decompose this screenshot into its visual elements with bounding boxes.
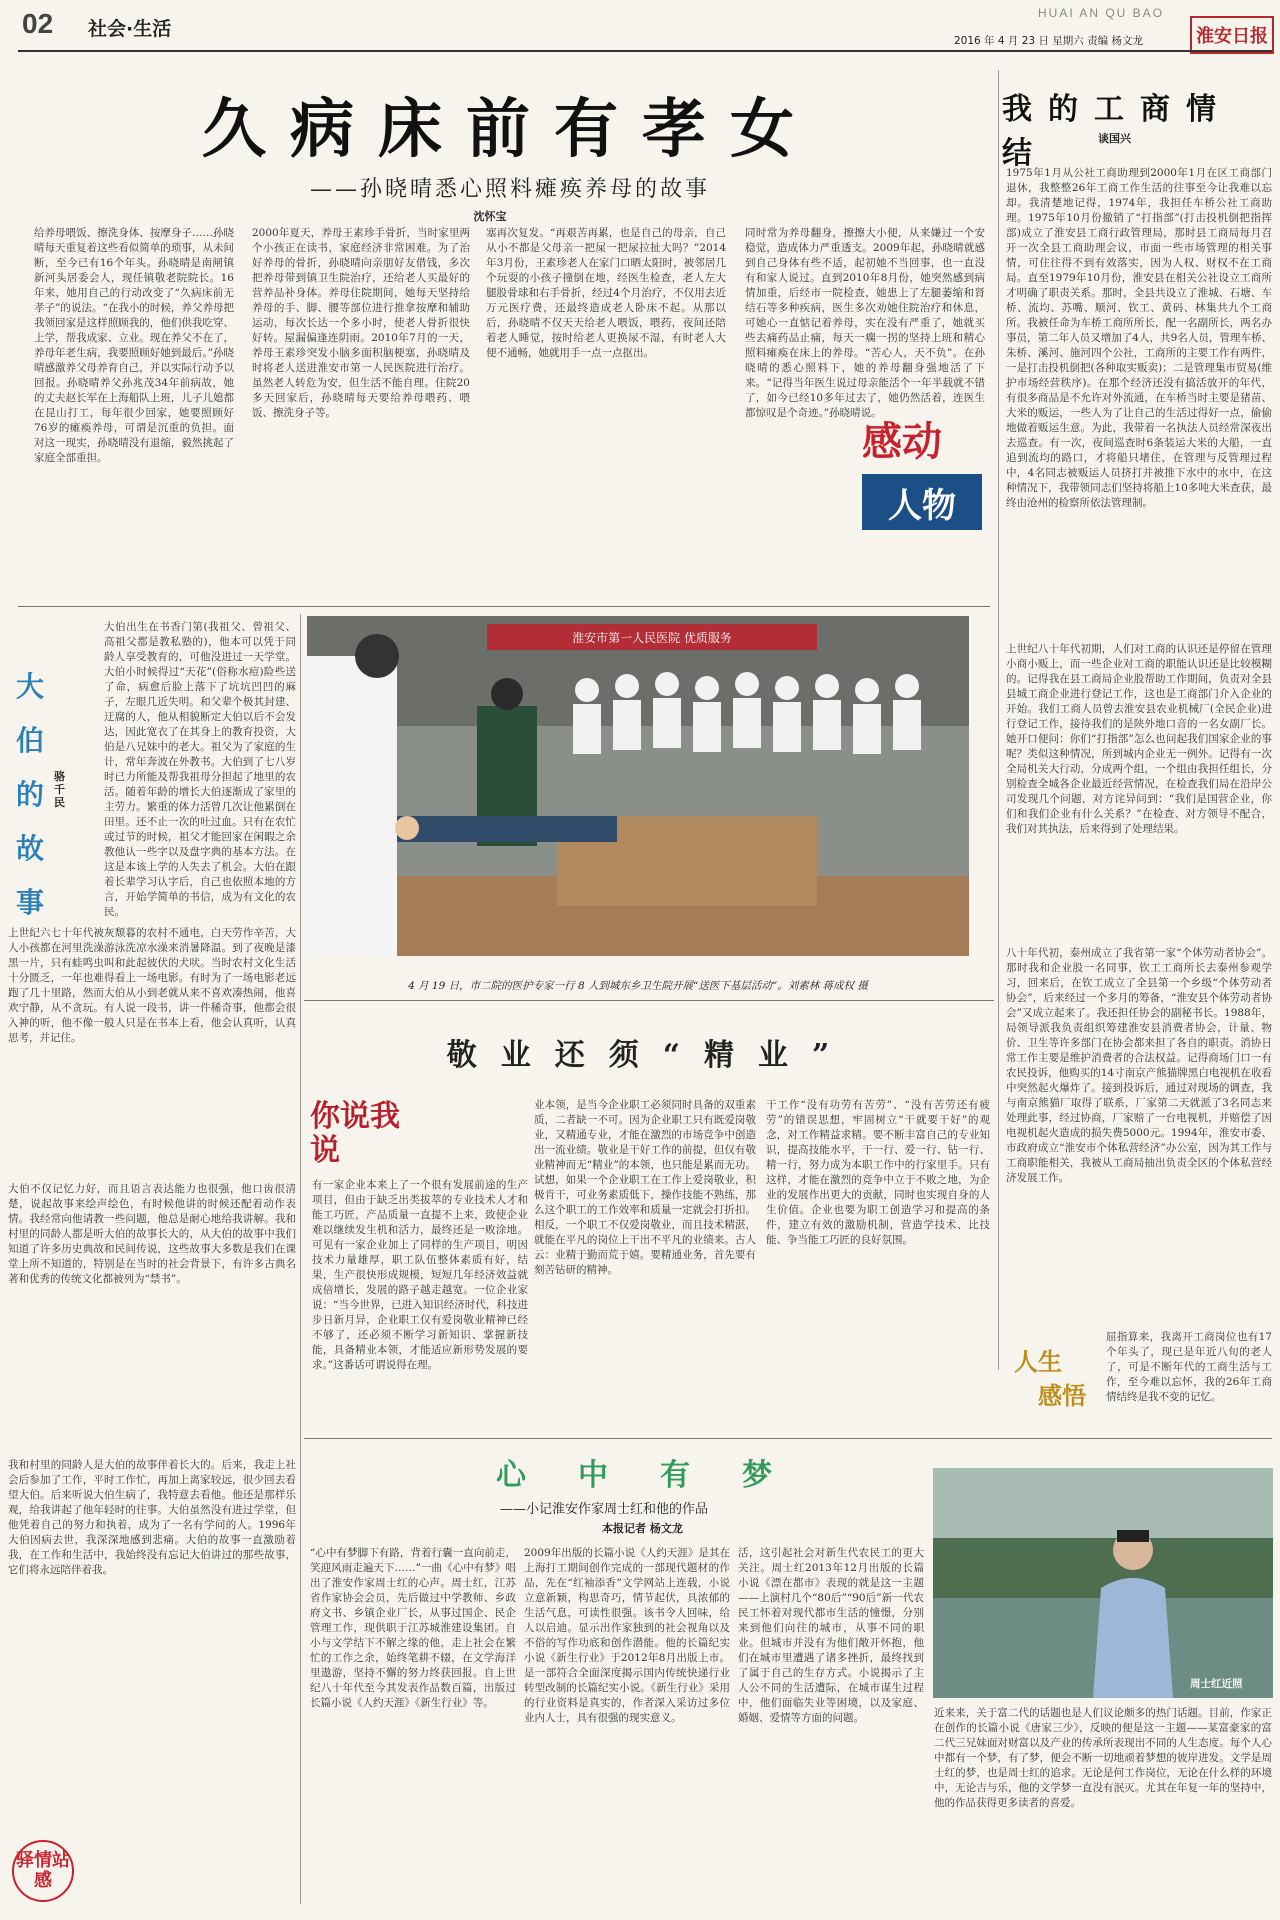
right-body-4: 屈指算来，我离开工商岗位也有17个年头了，现已是年近八旬的老人了，可是不断年代的工商生活与工作，至今难以忘怀，我的26年工商情结终是我不变的记忆。 — [1106, 1331, 1272, 1403]
main-col-2: 2000年夏天，养母王素珍手骨折，当时家里两个小孩正在读书，家庭经济非常困难。为了治好养母的骨折，孙晓晴向亲朋好友借钱，多次把养母带到镇卫生院治疗，还给老人买最好的营养品补身体。养母住院期间，她每天坚持给养母的手、脚、腰等部位进行推拿按摩和辅助运动，每次长达一个多小时，使老人骨折很快好转。屋漏偏逢连阴雨。2010年7月的一天，养母王素珍突发小脑多面积脑梗塞，孙晓晴及时将老人送进淮安市第一人民医院进行治疗。虽然老人转危为安，但生活不能自理。住院20多天回家后，孙晓晴每天要给养母喂药、喂饭、擦洗身子等。 — [252, 227, 470, 419]
dream-col-1: “心中有梦脚下有路，背着行囊一直向前走，笑迎风雨走遍天下……”一曲《心中有梦》唱出了淮安作家周士红的心声。周士红，江苏省作家协会会员，先后做过中学教师、乡政府文书、乡镇企业厂长，从事过国企、民企管理工作，现供职于江苏城淮建设集团。自小与文学结下不解之缘的他，走上社会在繁忙的工作之余，始终笔耕不辍，在文学海洋里遨游，坚持不懈的努力终获回报。自上世纪八十年代至今其发表作品数百篇，出版过长篇小说《人约天涯》《新生行业》等。 — [310, 1547, 516, 1709]
main-col-3: 塞再次复发。“再艰苦再累，也是自己的母亲，自己从小不都是父母亲一把屎一把尿拉扯大吗？”2014年3月份，王素珍老人在家门口晒太阳时，被邻居几个玩耍的小孩子撞倒在地，经医生检查，老人左大腿股骨球和右手骨折，经过4个月治疗，不仅用去近万元医疗费，还最终造成老人卧床不起。从那以后，孙晓晴不仅天天给老人喂饭，喂药，夜间还陪着老人睡觉，按时给老人更换尿不湿，有时老人大便不通畅，她就用手一点一点抠出。 — [486, 227, 726, 359]
main-subtitle: ——孙晓晴悉心照料瘫痪养母的故事 — [309, 177, 710, 202]
main-author: 沈怀宝 — [473, 210, 507, 223]
uncle-body-1: 大伯出生在书香门第(我祖父、曾祖父、高祖父都是教私塾的)，他本可以凭于同龄人享受教育的，可他没进过一天学堂。大伯小时候得过“天花”(俗称水痘)险些送了命，病愈后脸上落下了坑坑凹凹的麻子，左眼几近失明。和父辈个极其封建、迂腐的人，他从相貌断定大伯以后不会发达，因此宽衣了在其身上的教育投资，大伯是八兄妹中的老大。祖父为了家庭的生计，常年奔波在外教书。大伯到了七八岁时已力所能及帮我祖母分担起了地里的农活。随着年龄的增长大伯逐渐成了家里的主劳力。繁重的体力活曾几次让他累倒在田里。还不止一次的吐过血。只有在农忙或过节的时候，祖父才能回家在闲暇之余教他认一些字以及盘字典的基本方法。在这是本该上学的人失去了机会。大伯在跟着长辈学习认字后，自己也依照本地的方言，开始学简单的书信，成为有文化的农民。 — [104, 621, 296, 918]
jingye-col-1: 有一家企业本来上了一个很有发展前途的生产项目，但由于缺乏出类拔萃的专业技术人才和能工巧匠，产品质量一直提不上来，致使企业难以继续发生机和活力，最终还是一败涂地。可见有一家企业加上了同样的生产项目，明因技术力量雄厚，职工队伍整体素质有好，结果，生产很快形成规模，短短几年经济效益就成倍增长，发展的路子越走越宽。一位企业家说：“当今世界，已进入知识经济时代，科技进步日新月异，企业职工仅有爱岗敬业精神已经不够了，还必须不断学习新知识、掌握新技能，具备精业本领，才能适应新形势发展的要求。”这番话可谓说得在理。 — [312, 1179, 528, 1371]
section-name: 社会·生活 — [88, 18, 172, 40]
dream-col-4: 近来来，关于富二代的话题也是人们议论颇多的热门话题。目前，作家正在创作的长篇小说《唐家三少》，反映的便是这一主题——某富豪家的富二代三兄妹面对财富以及产业的传承所表现出不同的人生态度。每个人心中都有一个梦，有了梦，便会不断一切地顽着梦想的彼岸进发。文学是周士红的梦，也是周士红的追求。无论是何工作岗位，无论在什么样的环境中，无论吉与乐，他的文学梦一直没有泯灭。尤其在年复一年的坚持中，他的作品获得更多读者的喜爱。 — [934, 1707, 1272, 1809]
photo-banner: 淮安市第一人民医院 优质服务 — [572, 631, 732, 645]
dream-col-2: 2009年出版的长篇小说《人约天涯》是其在上海打工期间创作完成的一部现代题材的作品，先在“红袖添香”文学网站上连载，小说立意新颖，构思奇巧，情节起伏，具浓郁的生活气息，可读性很强。该书令人回味，给人以启迪。显示出作家独到的社会视角以及不俗的写作功底和创作潜能。他的长篇纪实小说《新生行业》于2012年8月出版上市。是一部符合全面深度揭示国内传统快递行业转型改制的长篇纪实小说。《新生行业》采用的行业资料是真实的，作者深入采访过多位业内人士，具有很强的现实意义。 — [524, 1547, 730, 1724]
uncle-body-4: 我和村里的同龄人是大伯的故事伴着长大的。后来，我走上社会后参加了工作，平时工作忙，再加上离家较远，很少回去看望大伯。后来听说大伯生病了，我特意去看他。他还是那样乐观，给我讲起了他年轻时的往事。大伯虽然没有进过学堂，但他凭着自己的努力和执着，成为了一名有学问的人。1996年大伯因病去世，我深深地感到悲痛。大伯的故事一直激励着我，在工作和生活中，我始终没有忘记大伯讲过的那些故事，它们将永远陪伴着我。 — [8, 1459, 296, 1576]
main-headline: 久病床前有孝女 — [202, 92, 818, 167]
uncle-body-2: 上世纪六七十年代被灰颓暮的农村不通电，白天劳作辛苦，大人小孩都在河里洗澡游泳洗凉水澡来消暑降温。到了夜晚是漆黑一片，只有蛙鸣虫叫和此起彼伏的犬吠。当时农村文化生活十分匮乏，一年也难得看上一场电影。有时为了一场电影老远跑了几十里路，然而大伯从小到老就从来不喜欢凑热闹，他喜欢宁静，从不贪玩。有人说一段书，讲一件稀奇事，他都会很入神的听，他不像一般人只是在书本上看，他会认真听，认真思考，并记住。 — [8, 927, 296, 1044]
main-col-1: 给养母喂饭、擦洗身体、按摩身子……孙晓晴每天重复着这些看似简单的琐事，从未间断，至今已有16个年头。孙晓晴是南闸镇新河头居委会人，现任镇敬老院院长。16年来，她用自己的行动改变了“久病床前无孝子”的说法。“在我小的时候，养父养母把我领回家是这样照顾我的，他们供我吃穿、上学，帮我成家、立业。现在养父不在了，养母年老生病，我要照顾好她到最后。”孙晓晴感激养父母养育自己，并以实际行动予以回报。孙晓晴养父孙兆茂34年前病故，她的丈夫赵长军在上海船队上班，儿子儿媳都在昆山打工，每年很少回家，她要照顾好76岁的瘫痪养母，可谓是沉重的负担。面对这一现实，孙晓晴没有退缩，毅然挑起了家庭全部重担。 — [34, 227, 234, 464]
life-insight-badge — [1014, 1345, 1100, 1417]
photo-caption: 4 月 19 日，市二院的医护专家一行 8 人到城东乡卫生院开展“送医下基层活动”。刘素林 蒋成权 摄 — [408, 980, 868, 992]
right-headline: 我的工商情结 — [1002, 92, 1232, 171]
section-rule-1 — [18, 606, 990, 607]
author-portrait-photo — [933, 1468, 1273, 1698]
column-stamp: 驿情站感 — [12, 1840, 74, 1902]
jingye-col-2: 业本领，是当今企业职工必须同时具备的双重素质，二者缺一不可。因为企业职工只有既爱岗敬业，又精通专业，才能在激烈的市场竞争中创造出一流业绩。敬业是干好工作的前提，但仅有敬业精神而无“精业”的本领，也只能是累而无功。试想，如果一个企业职工在工作上爱岗敬业，积极肯干，可业务素质低下，操作技能不熟练，那么这个职工的工作效率和质量一定就会打折扣。相反，一个职工不仅爱岗敬业，而且技术精湛，就能在平凡的岗位上干出不平凡的业绩来。古人云：业精于勤而荒于嬉。要精通业务，首先要有刻苦钻研的精神。 — [534, 1099, 756, 1276]
column-divider-left — [300, 614, 301, 1904]
dream-col-3: 活，这引起社会对新生代农民工的更大关注。周士红2013年12月出版的长篇小说《漂在都市》表现的就是这一主题——上演村几个“80后”“90后”新一代农民工怀着对现代都市生活的憧憬，分别来到他们向往的城市，从事不同的职业。但城市并没有为他们敞开怀抱，他们在城市里遭遇了诸多挫折，最终找到了属于自己的生存方式。小说揭示了主人公不同的生活遭际，在城市谋生过程中，他们面临失业等困境，以及家庭、婚姻、爱情等方面的问题。 — [738, 1547, 924, 1724]
life-badge-line2: 感悟 — [1038, 1381, 1086, 1410]
you-say-i-say-badge: 你说我说 — [310, 1099, 400, 1168]
right-body-2: 上世纪八十年代初期，人们对工商的认识还是停留在管理小商小贩上，而一些企业对工商的职能认识还是比较模糊的。记得我在县工商局企业股帮助工作期间，负责对全县县城工商企业进行登记工作，这也是工商部门介入企业的开始。我们工商人员曾去淮安县农业机械厂(全民企业)进行登记工作，接待我们的是陕外地口音的一名女副厂长。她开口便问：你们“打指部”怎么也问起我们国家企业的事呢？类似这种情况，所到城内企业无一例外。记得有一次全局机关大行动，分成两个组，一个组由我担任组长，分别检查全城各企业最近经营情况，在检查我们局在沿岸公司发现几个问题，对方诧异问到：“我们是国营企业，你们和我们企业有什么关系？”在检查、对方领导不配合，我们对其执法，后来得到了处理结果。 — [1006, 643, 1272, 835]
uncle-body-3: 大伯不仅记忆力好，而且语言表达能力也很强，他口齿很清楚，说起故事来绘声绘色，有时候他讲的时候还配着动作表情。我经常向他请教一些问题，他总是耐心地给我讲解。我和村里的同龄人都是听大伯的故事长大的，从大伯的故事中我们知道了许多历史典故和民间传说，这些故事大多数是我们在课堂上所不知道的，特别是在当时的社会背景下，有许多古典名著和优秀的传统文化都被列为“禁书”。 — [8, 1183, 296, 1285]
dream-subtitle: ——小记淮安作家周士红和他的作品 — [500, 1502, 709, 1517]
right-author: 谈国兴 — [1098, 132, 1131, 145]
page-number: 02 — [22, 8, 54, 39]
main-col-4: 同时常为养母翻身，擦擦大小便，从来嫌过一个安稳觉，造成体力严重透支。2009年起，孙晓晴就感到自己身体有些不适，起初她不当回事，也一直没有和家人说过。直到2010年8月份，她突然感到病情加重，后经市一院检查，她患上了左腿萎缩和肾结石等多种疾病，医生多次劝她住院治疗和休息，可她心一直惦记着养母，实在没有严重了，她就买些去痛药品止痛，每天一瘸一拐的坚持上班和精心照料瘫痪在床上的养母。“苦心人，天不负”。在孙晓晴的悉心照料下，她的养母翻身强地活了下来。“记得当年医生说过母亲能活个一年半载就不错了，如今已经10多年过去了，她仍然活着，连医生都惊叹是个奇迹。”孙晓晴说。 — [745, 227, 985, 419]
section-rule-3 — [304, 1438, 1272, 1439]
medical-training-photo — [307, 616, 969, 956]
dream-headline: 心中有梦 — [496, 1458, 824, 1493]
uncle-headline: 大伯的故事 — [15, 670, 44, 919]
badge-blue-text: 人物 — [862, 474, 982, 530]
touching-people-badge — [862, 418, 992, 546]
jingye-col-3: 干工作“没有功劳有苦劳”、“没有苦劳还有疲劳”的错误思想，牢固树立“干就要干好”的观念，对工作精益求精。要不断丰富自己的专业知识，提高技能水平，干一行、爱一行、钻一行、精一行，努力成为本职工作中的行家里手。只有这样，才能在激烈的竞争中立于不败之地，为企业的发展作出更大的贡献，同时也实现自身的人生价值。企业也要为职工创造学习和提高的条件，建立有效的激励机制，营造学技术、比技能、争当能工巧匠的良好氛围。 — [766, 1099, 990, 1246]
header-rule — [18, 50, 1272, 52]
newspaper-logo: 淮安日报 — [1190, 16, 1274, 54]
jingye-headline: 敬业还须“精业” — [446, 1038, 854, 1073]
dream-byline: 本报记者 杨文龙 — [602, 1522, 683, 1535]
right-body-1: 1975年1月从公社工商助理到2000年1月在区工商部门退休，我整整26年工商工作生活的往事至今让我难以忘却。我清楚地记得，1974年，我担任车桥公社工商助理。1975年10月份撤销了“打指部”(打击投机倒把指挥部)成立了淮安县工商行政管理局，那时县工商局每月召开一次全县工商助理会议，市面一些市场管理的相关事情，可住往得不到有效落实，因为人权、财权不在工商局。直至1979年10月份，淮安县在相关公社设立工商所才明确了职责关系。那时，全县共设立了淮城、石塘、车桥、流均、苏嘴、顺河、钦工、黄码、林集共九个工商所。我被任命为车桥工商所所长，配一名副所长，两名办事员，第二年人员又增加了4人，共9名人员，管理车桥、朱桥、溪河、施河四个公社，工商所的主要工作有两件，一是打击投机倒把(各种取实贩卖)；二是管理集市贸易(维护市场经营秩序)。在那个经济还没有搞活放开的年代，有很多商品是不允许对外流通，在车桥当时主要是猪苗、大米的贩运，一些人为了让自己的生活过得好一点，偷偷地做着贩运生意。为此，我带着一名执法人员经常深夜出去巡查。有一次，夜间巡查时6条装运大米的大船，一直追到流均的路口，才将船只堵住，在管理与反管理过程中，4名同志被贩运人员挤打并被推下水中的水中，在这种情况下，我带领同志们坚持将船上10多吨大米查获，最终由沧州的检察所依法管理制。 — [1006, 167, 1272, 509]
right-body-3: 八十年代初，泰州成立了我省第一家“个体劳动者协会”。那时我和企业股一名同事，钦工工商所长去泰州参观学习，回来后，在钦工成立了全县第一个乡级“个体劳动者协会”，后来经过一个多月的筹备，“淮安县个体劳动者协会”又成立起来了。我还担任协会的副秘书长。1988年，局领导派我负责组织筹建淮安县消费者协会，计量、物价、卫生等许多部门在协会都来担了各自的职责。消协日常工作主要是维护消费者的合法权益。记得商场门口一有农民投诉，他购买的14寸南京产熊猫牌黑白电视机在收看中突然起火爆炸了。接到投诉后，通过对现场的调查，我与南京熊猫厂取得了联系，厂家第二天就派了3名同志来处理此事，经过协商，厂家赔了一台电视机，并赔偿了因电视机起火造成的损失费5000元。1994年，淮安市委、市政府成立“淮安市个体私营经济”办公室，因为其工作与工商职能相关，我被从工商局抽出负责全区的个体私营经济发展工作。 — [1006, 947, 1272, 1184]
uncle-author: 骆千民 — [54, 770, 65, 809]
life-badge-line1: 人生 — [1014, 1347, 1062, 1376]
masthead-pinyin: HUAI AN QU BAO — [1038, 6, 1165, 20]
section-rule-2 — [304, 1000, 994, 1001]
date-line: 2016 年 4 月 23 日 星期六 责编 杨文龙 — [954, 35, 1143, 47]
badge-red-text: 感动 — [862, 418, 942, 465]
portrait-caption: 周士红近照 — [1190, 1678, 1243, 1690]
column-divider — [998, 70, 999, 1370]
